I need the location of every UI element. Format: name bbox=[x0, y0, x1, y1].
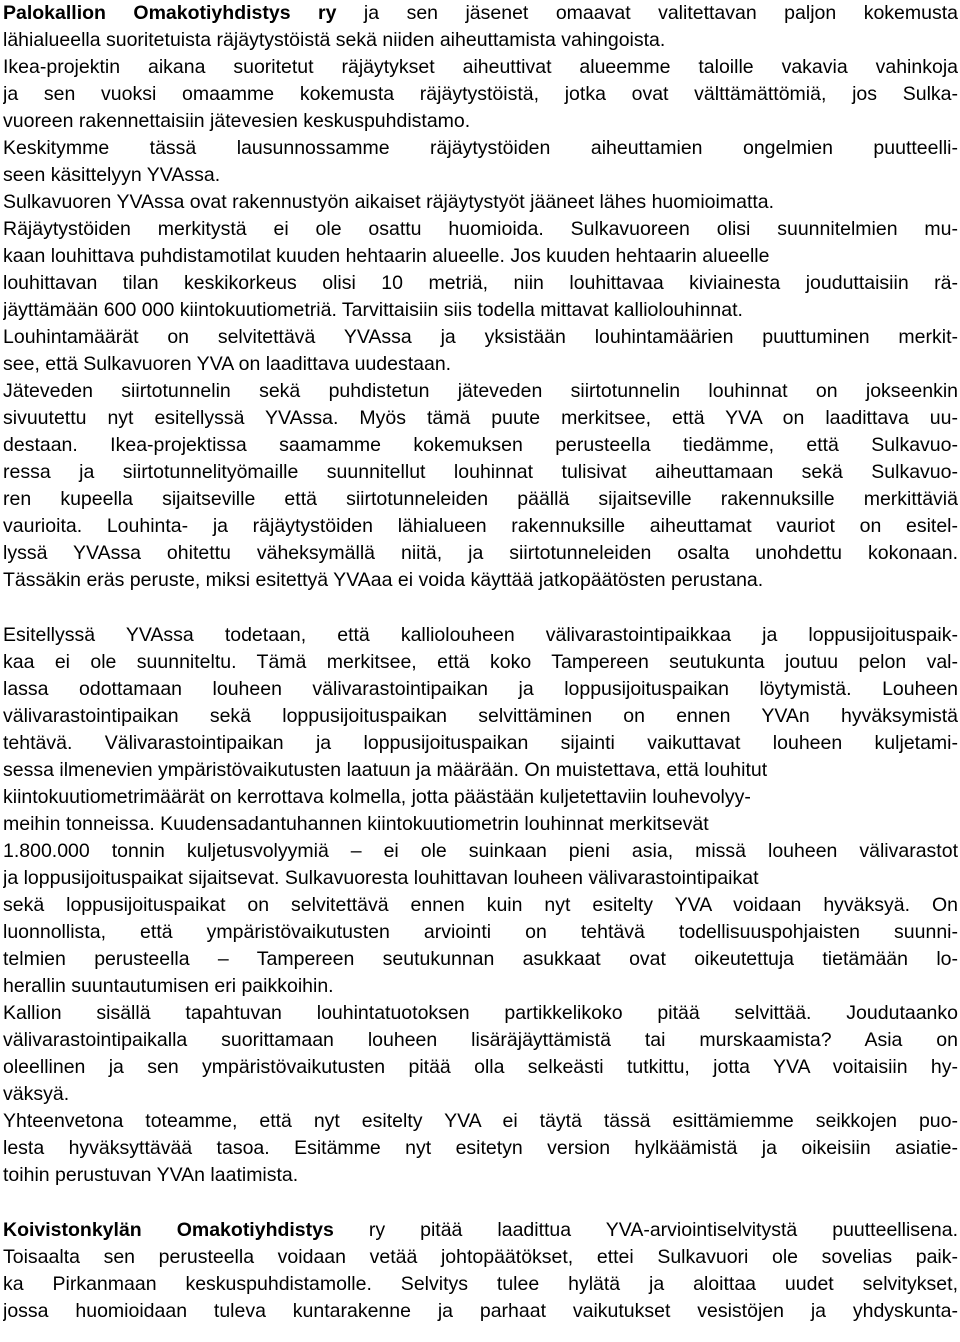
line-text: vuoreen rakennettaisiin jätevesien keskuspuhdistamo. bbox=[3, 110, 471, 132]
line-text: louhittavan tilan keskikorkeus olisi 10 metriä, niin louhittavaa kiviainesta jouduttaisiin rä- bbox=[3, 272, 958, 294]
text-line bbox=[3, 1271, 958, 1298]
line-text: Räjäytystöiden merkitystä ei ole osattu huomioida. Sulkavuoreen olisi suunnitelmien mu- bbox=[3, 218, 958, 240]
line-text: oleellinen ja sen ympäristövaikutusten pitää olla selkeästi tutkittu, jotta YVA voitaisiin hy- bbox=[3, 1056, 958, 1078]
line-text: lyssä YVAssa ohitettu väheksymällä niitä, ja siirtotunneleiden osalta unohdettu kokonaan. bbox=[3, 542, 958, 564]
text-line bbox=[3, 676, 958, 703]
text-line bbox=[3, 919, 958, 946]
text-line bbox=[3, 730, 958, 757]
text-line bbox=[3, 1054, 958, 1081]
text-line bbox=[3, 513, 958, 540]
document-page bbox=[3, 0, 958, 1325]
line-text: sekä loppusijoituspaikat on selvitettävä ennen kuin nyt esitelty YVA voidaan hyväksyä. On bbox=[3, 894, 958, 916]
paragraph-gap bbox=[3, 594, 958, 622]
line-text: Esitellyssä YVAssa todetaan, että kalliolouheen välivarastointipaikkaa ja loppusijoituspaik- bbox=[3, 624, 958, 646]
line-text: Kallion sisällä tapahtuvan louhintatuotoksen partikkelikoko pitää selvittää. Joudutaanko bbox=[3, 1002, 958, 1024]
line-text: ja sen jäsenet omaavat valitettavan paljon kokemusta bbox=[336, 2, 958, 24]
line-text: Sulkavuoren YVAssa ovat rakennustyön aikaiset räjäytystyöt jääneet lähes huomioimatta. bbox=[3, 191, 775, 213]
text-line bbox=[3, 405, 958, 432]
line-text: lassa odottamaan louheen välivarastointipaikan ja loppusijoituspaikan löytymistä. Louheen bbox=[3, 678, 958, 700]
line-text: ressa ja siirtotunnelityömaille suunnitellut louhinnat tulisivat aiheuttamaan sekä Sulkavuo- bbox=[3, 461, 958, 483]
text-line bbox=[3, 1000, 958, 1027]
text-line bbox=[3, 81, 958, 108]
line-text: Tässäkin eräs peruste, miksi esitettyä YVAaa ei voida käyttää jatkopäätösten perustana. bbox=[3, 569, 764, 591]
line-text: ja sen vuoksi omaamme kokemusta räjäytystöistä, jotka ovat välttämättömiä, jos Sulka- bbox=[3, 83, 958, 105]
text-line bbox=[3, 270, 958, 297]
text-line bbox=[3, 892, 958, 919]
line-text: sivuutettu nyt esitellyssä YVAssa. Myös tämä puute merkitsee, että YVA on laadittava uu- bbox=[3, 407, 958, 429]
line-text: destaan. Ikea-projektissa saamamme kokemuksen perusteella tiedämme, että Sulkavuo- bbox=[3, 434, 958, 456]
text-line bbox=[3, 622, 958, 649]
text-line bbox=[3, 973, 958, 1000]
line-text: seen käsittelyyn YVAssa. bbox=[3, 164, 221, 186]
line-text: Ikea-projektin aikana suoritetut räjäytykset aiheuttivat alueemme taloille vakavia vahinkoja bbox=[3, 56, 958, 78]
text-line bbox=[3, 0, 958, 27]
text-line bbox=[3, 1108, 958, 1135]
text-line bbox=[3, 1135, 958, 1162]
text-line bbox=[3, 54, 958, 81]
line-text: välivarastointipaikalla suorittamaan louheen lisäräjäyttämistä tai murskaamista? Asia on bbox=[3, 1029, 958, 1051]
text-line bbox=[3, 784, 958, 811]
paragraph-valivarastointi bbox=[3, 622, 958, 1189]
text-line bbox=[3, 838, 958, 865]
line-text: jossa huomioidaan tuleva kuntarakenne ja parhaat vaikutukset vesistöjen ja yhdyskunta- bbox=[3, 1300, 958, 1322]
line-text: ka Pirkanmaan keskuspuhdistamolle. Selvitys tulee hylätä ja aloittaa uudet selvitykset, bbox=[3, 1273, 958, 1295]
text-line bbox=[3, 297, 958, 324]
line-text: Jäteveden siirtotunnelin sekä puhdistetun jäteveden siirtotunnelin louhinnat on jokseenkin bbox=[3, 380, 958, 402]
line-text: vaurioita. Louhinta- ja räjäytystöiden lähialueen rakennuksille aiheuttamat vauriot on esitel- bbox=[3, 515, 958, 537]
line-text: kaa ei ole suunniteltu. Tämä merkitsee, että koko Tampereen seutukunta joutuu pelon val- bbox=[3, 651, 958, 673]
line-text: lesta hyväksyttävää tasoa. Esitämme nyt esitetyn version hylkäämistä ja oikeisiin asiatie- bbox=[3, 1137, 958, 1159]
text-line bbox=[3, 351, 958, 378]
text-line bbox=[3, 189, 958, 216]
line-text: telmien perusteella – Tampereen seutukunnan asukkaat ovat oikeutettuja tietämään lo- bbox=[3, 948, 958, 970]
paragraph-gap bbox=[3, 1189, 958, 1217]
text-line bbox=[3, 1027, 958, 1054]
line-text: meihin tonneissa. Kuudensadantuhannen kiintokuutiometrin louhinnat merkitsevät bbox=[3, 813, 709, 835]
line-text: Louhintamäärät on selvitettävä YVAssa ja yksistään louhintamäärien puuttuminen merkit- bbox=[3, 326, 958, 348]
paragraph-koivistonkyla bbox=[3, 1217, 958, 1325]
text-line bbox=[3, 1081, 958, 1108]
text-line bbox=[3, 703, 958, 730]
line-text: ry pitää laadittua YVA-arviointiselvitystä puutteellisena. bbox=[333, 1219, 958, 1241]
text-line bbox=[3, 567, 958, 594]
text-line bbox=[3, 1298, 958, 1325]
text-line bbox=[3, 540, 958, 567]
line-text: välivarastointipaikan sekä loppusijoituspaikan selvittäminen on ennen YVAn hyväksymistä bbox=[3, 705, 958, 727]
line-text: toihin perustuvan YVAn laatimista. bbox=[3, 1164, 299, 1186]
line-text: tehtävä. Välivarastointipaikan ja loppusijoituspaikan sijainti vaikuttavat louheen kuljetami- bbox=[3, 732, 958, 754]
line-text: Toisaalta sen perusteella voidaan vetää johtopäätökset, ettei Sulkavuori ole sovelias paik- bbox=[3, 1246, 958, 1268]
organization-name: Palokallion Omakotiyhdistys ry bbox=[3, 2, 337, 24]
text-line bbox=[3, 108, 958, 135]
line-text: jäyttämään 600 000 kiintokuutiometriä. Tarvittaisiin siis todella mittavat kalliolouhinnat. bbox=[3, 299, 743, 321]
text-line bbox=[3, 378, 958, 405]
text-line bbox=[3, 27, 958, 54]
text-line bbox=[3, 216, 958, 243]
text-line bbox=[3, 811, 958, 838]
line-text: herallin suuntautumisen eri paikkoihin. bbox=[3, 975, 334, 997]
paragraph-palokallio bbox=[3, 0, 958, 594]
line-text: väksyä. bbox=[3, 1083, 70, 1105]
line-text: 1.800.000 tonnin kuljetusvolyymiä – ei ole suinkaan pieni asia, missä louheen välivarastot bbox=[3, 840, 958, 862]
text-line bbox=[3, 486, 958, 513]
line-text: kiintokuutiometrimäärät on kerrottava kolmella, jotta päästään kuljetettaviin louhevolyy- bbox=[3, 786, 751, 808]
text-line bbox=[3, 135, 958, 162]
text-line bbox=[3, 1217, 958, 1244]
text-line bbox=[3, 649, 958, 676]
text-line bbox=[3, 757, 958, 784]
line-text: ja loppusijoituspaikat sijaitsevat. Sulkavuoresta louhittavan louheen välivarastointipaikat bbox=[3, 867, 759, 889]
text-line bbox=[3, 1244, 958, 1271]
text-line bbox=[3, 946, 958, 973]
line-text: see, että Sulkavuoren YVA on laadittava uudestaan. bbox=[3, 353, 452, 375]
text-line bbox=[3, 324, 958, 351]
organization-name: Koivistonkylän Omakotiyhdistys bbox=[3, 1219, 334, 1241]
line-text: kaan louhittava puhdistamotilat kuuden hehtaarin alueelle. Jos kuuden hehtaarin alueelle bbox=[3, 245, 770, 267]
text-line bbox=[3, 1162, 958, 1189]
text-line bbox=[3, 459, 958, 486]
line-text: Yhteenvetona toteamme, että nyt esitelty YVA ei täytä tässä esittämiemme seikkojen puo- bbox=[3, 1110, 958, 1132]
text-line bbox=[3, 865, 958, 892]
text-line bbox=[3, 162, 958, 189]
line-text: lähialueella suoritetuista räjäytystöistä sekä niiden aiheuttamista vahingoista. bbox=[3, 29, 666, 51]
text-line bbox=[3, 432, 958, 459]
text-line bbox=[3, 243, 958, 270]
line-text: sessa ilmenevien ympäristövaikutusten laatuun ja määrään. On muistettava, että louhitut bbox=[3, 759, 768, 781]
line-text: ren kupeella sijaitseville että siirtotunneleiden päällä sijaitseville rakennuksille merkittäviä bbox=[3, 488, 958, 510]
line-text: luonnollista, että ympäristövaikutusten arviointi on tehtävä todellisuuspohjaisten suunni- bbox=[3, 921, 958, 943]
line-text: Keskitymme tässä lausunnossamme räjäytystöiden aiheuttamien ongelmien puutteelli- bbox=[3, 137, 958, 159]
